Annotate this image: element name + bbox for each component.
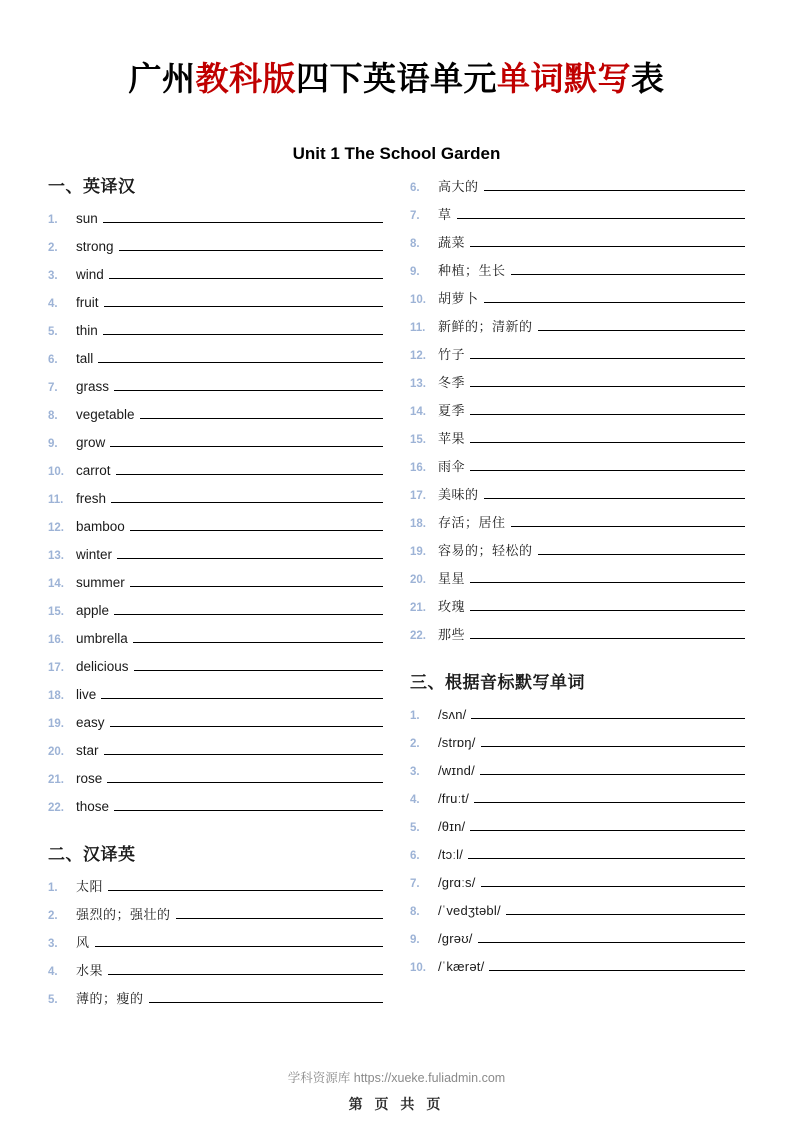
cn-to-en-row — [410, 512, 745, 540]
cn-to-en-number: 4. — [48, 966, 58, 979]
en-to-cn-body — [76, 600, 383, 618]
section-heading-cn-to-en: 二、汉译英 — [48, 845, 136, 865]
cn-to-en-number: 11. — [410, 322, 426, 334]
en-to-cn-prompt: sun — [76, 211, 98, 227]
ipa-dictation-answer-blank[interactable] — [471, 704, 745, 719]
ipa-dictation-body — [438, 900, 745, 918]
en-to-cn-prompt: vegetable — [76, 407, 135, 423]
en-to-cn-prompt: carrot — [76, 463, 111, 479]
ipa-dictation-row — [410, 872, 745, 900]
en-to-cn-row — [48, 656, 383, 684]
cn-to-en-number: 2. — [48, 910, 58, 923]
cn-to-en-answer-blank[interactable] — [108, 876, 383, 891]
cn-to-en-list-part1 — [48, 876, 383, 1016]
footer-page-number: 第 页 共 页 — [348, 1096, 445, 1112]
cn-to-en-row — [48, 960, 383, 988]
en-to-cn-body — [76, 208, 383, 226]
cn-to-en-answer-blank[interactable] — [470, 400, 745, 415]
en-to-cn-answer-blank[interactable] — [114, 376, 383, 391]
en-to-cn-prompt: fresh — [76, 491, 107, 507]
ipa-dictation-list — [410, 704, 745, 984]
cn-to-en-body — [438, 624, 745, 643]
en-to-cn-body — [76, 404, 383, 422]
cn-to-en-body — [438, 372, 745, 391]
cn-to-en-prompt: 水果 — [76, 963, 104, 979]
cn-to-en-body — [438, 232, 745, 251]
en-to-cn-row — [48, 404, 383, 432]
en-to-cn-number: 16. — [48, 634, 64, 647]
en-to-cn-prompt: live — [76, 687, 97, 703]
cn-to-en-row — [410, 316, 745, 344]
en-to-cn-row — [48, 572, 383, 600]
en-to-cn-row — [48, 460, 383, 488]
cn-to-en-number: 12. — [410, 350, 426, 362]
en-to-cn-row — [48, 488, 383, 516]
en-to-cn-prompt: fruit — [76, 295, 99, 311]
ipa-dictation-body — [438, 760, 745, 778]
cn-to-en-answer-blank[interactable] — [538, 540, 745, 555]
ipa-dictation-number: 3. — [410, 766, 420, 779]
en-to-cn-row — [48, 544, 383, 572]
en-to-cn-row — [48, 292, 383, 320]
ipa-dictation-body — [438, 844, 745, 862]
ipa-dictation-row — [410, 844, 745, 872]
cn-to-en-prompt: 太阳 — [76, 879, 104, 895]
cn-to-en-number: 20. — [410, 574, 426, 586]
ipa-dictation-row — [410, 788, 745, 816]
cn-to-en-number: 7. — [410, 210, 420, 222]
en-to-cn-prompt: those — [76, 799, 110, 815]
en-to-cn-row — [48, 712, 383, 740]
ipa-dictation-number: 5. — [410, 822, 420, 835]
cn-to-en-row — [410, 484, 745, 512]
cn-to-en-row — [410, 232, 745, 260]
cn-to-en-body — [438, 344, 745, 363]
cn-to-en-prompt: 雨伞 — [438, 459, 466, 474]
en-to-cn-body — [76, 656, 383, 674]
en-to-cn-answer-blank[interactable] — [104, 740, 383, 755]
ipa-dictation-prompt: /strɒŋ/ — [438, 735, 476, 751]
en-to-cn-prompt: strong — [76, 239, 114, 255]
cn-to-en-body — [76, 932, 383, 951]
cn-to-en-prompt: 新鲜的；清新的 — [438, 319, 533, 334]
cn-to-en-prompt: 高大的 — [438, 179, 479, 194]
en-to-cn-body — [76, 740, 383, 758]
ipa-dictation-row — [410, 928, 745, 956]
cn-to-en-answer-blank[interactable] — [484, 484, 745, 499]
en-to-cn-answer-blank[interactable] — [98, 348, 383, 363]
en-to-cn-number: 7. — [48, 382, 58, 395]
cn-to-en-body — [76, 904, 383, 923]
cn-to-en-row — [48, 904, 383, 932]
en-to-cn-body — [76, 460, 383, 478]
en-to-cn-answer-blank[interactable] — [103, 320, 383, 335]
ipa-dictation-number: 1. — [410, 710, 420, 723]
en-to-cn-answer-blank[interactable] — [101, 684, 383, 699]
cn-to-en-row — [410, 456, 745, 484]
ipa-dictation-row — [410, 900, 745, 928]
cn-to-en-row — [410, 176, 745, 204]
cn-to-en-answer-blank[interactable] — [484, 288, 745, 303]
cn-to-en-body — [438, 484, 745, 503]
ipa-dictation-prompt: /ˈkærət/ — [438, 959, 485, 975]
cn-to-en-row — [410, 428, 745, 456]
en-to-cn-answer-blank[interactable] — [104, 292, 383, 307]
en-to-cn-row — [48, 768, 383, 796]
ipa-dictation-answer-blank[interactable] — [489, 956, 745, 971]
ipa-dictation-body — [438, 788, 745, 806]
cn-to-en-prompt: 玫瑰 — [438, 599, 466, 614]
cn-to-en-number: 18. — [410, 518, 426, 530]
cn-to-en-row — [410, 344, 745, 372]
cn-to-en-row — [410, 204, 745, 232]
cn-to-en-answer-blank[interactable] — [95, 932, 383, 947]
en-to-cn-number: 19. — [48, 718, 64, 731]
cn-to-en-row — [410, 596, 745, 624]
en-to-cn-body — [76, 572, 383, 590]
en-to-cn-body — [76, 712, 383, 730]
ipa-dictation-body — [438, 704, 745, 722]
en-to-cn-number: 14. — [48, 578, 64, 591]
cn-to-en-prompt: 星星 — [438, 571, 466, 586]
cn-to-en-prompt: 冬季 — [438, 375, 466, 390]
cn-to-en-body — [438, 428, 745, 447]
right-column — [410, 176, 745, 984]
cn-to-en-row — [410, 260, 745, 288]
cn-to-en-row — [410, 400, 745, 428]
en-to-cn-row — [48, 432, 383, 460]
cn-to-en-list-part2 — [410, 176, 745, 652]
cn-to-en-body — [438, 540, 745, 559]
cn-to-en-prompt: 强烈的；强壮的 — [76, 907, 171, 923]
ipa-dictation-prompt: /grəʊ/ — [438, 931, 473, 947]
cn-to-en-number: 19. — [410, 546, 426, 558]
ipa-dictation-number: 2. — [410, 738, 420, 751]
ipa-dictation-body — [438, 956, 745, 974]
ipa-dictation-number: 7. — [410, 878, 420, 891]
ipa-dictation-body — [438, 872, 745, 890]
en-to-cn-answer-blank[interactable] — [133, 628, 383, 643]
cn-to-en-prompt: 蔬菜 — [438, 235, 466, 250]
en-to-cn-answer-blank[interactable] — [119, 236, 383, 251]
ipa-dictation-prompt: /sʌn/ — [438, 707, 467, 723]
cn-to-en-body — [438, 204, 745, 223]
title-part-5: 表 — [631, 60, 665, 97]
cn-to-en-number: 10. — [410, 294, 426, 306]
en-to-cn-answer-blank[interactable] — [103, 208, 383, 223]
left-column — [48, 176, 383, 1016]
en-to-cn-prompt: summer — [76, 575, 125, 591]
cn-to-en-answer-blank[interactable] — [470, 456, 745, 471]
en-to-cn-body — [76, 348, 383, 366]
en-to-cn-prompt: umbrella — [76, 631, 128, 647]
ipa-dictation-prompt: /tɔːl/ — [438, 847, 464, 863]
en-to-cn-row — [48, 348, 383, 376]
title-part-1: 广州 — [128, 60, 196, 97]
title-part-4-red: 单词默写 — [497, 60, 631, 97]
en-to-cn-row — [48, 376, 383, 404]
cn-to-en-prompt: 美味的 — [438, 487, 479, 502]
cn-to-en-row — [48, 932, 383, 960]
en-to-cn-answer-blank[interactable] — [114, 600, 383, 615]
cn-to-en-answer-blank[interactable] — [470, 568, 745, 583]
cn-to-en-prompt: 夏季 — [438, 403, 466, 418]
cn-to-en-prompt: 风 — [76, 935, 90, 951]
footer-site-watermark: 学科资源库 https://xueke.fuliadmin.com — [287, 1071, 506, 1085]
ipa-dictation-answer-blank[interactable] — [474, 788, 745, 803]
cn-to-en-answer-blank[interactable] — [484, 176, 745, 191]
cn-to-en-prompt: 竹子 — [438, 347, 466, 362]
cn-to-en-body — [76, 960, 383, 979]
ipa-dictation-row — [410, 956, 745, 984]
en-to-cn-row — [48, 236, 383, 264]
en-to-cn-row — [48, 208, 383, 236]
en-to-cn-prompt: bamboo — [76, 519, 125, 535]
en-to-cn-number: 3. — [48, 270, 58, 283]
en-to-cn-number: 1. — [48, 214, 58, 227]
ipa-dictation-row — [410, 704, 745, 732]
cn-to-en-number: 21. — [410, 602, 426, 614]
ipa-dictation-answer-blank[interactable] — [470, 816, 745, 831]
ipa-dictation-row — [410, 760, 745, 788]
cn-to-en-prompt: 容易的；轻松的 — [438, 543, 533, 558]
en-to-cn-row — [48, 684, 383, 712]
en-to-cn-number: 6. — [48, 354, 58, 367]
ipa-dictation-answer-blank[interactable] — [506, 900, 745, 915]
ipa-dictation-answer-blank[interactable] — [480, 760, 745, 775]
ipa-dictation-row — [410, 732, 745, 760]
cn-to-en-body — [438, 260, 745, 279]
en-to-cn-answer-blank[interactable] — [130, 516, 383, 531]
cn-to-en-row — [410, 288, 745, 316]
en-to-cn-number: 5. — [48, 326, 58, 339]
en-to-cn-row — [48, 740, 383, 768]
en-to-cn-body — [76, 292, 383, 310]
en-to-cn-answer-blank[interactable] — [110, 432, 383, 447]
en-to-cn-number: 4. — [48, 298, 58, 311]
ipa-dictation-number: 9. — [410, 934, 420, 947]
en-to-cn-prompt: winter — [76, 547, 113, 563]
cn-to-en-answer-blank[interactable] — [108, 960, 383, 975]
en-to-cn-body — [76, 628, 383, 646]
cn-to-en-number: 1. — [48, 882, 58, 895]
title-part-2-red: 教科版 — [195, 60, 296, 97]
cn-to-en-row — [48, 876, 383, 904]
cn-to-en-body — [438, 456, 745, 475]
en-to-cn-answer-blank[interactable] — [111, 488, 383, 503]
en-to-cn-number: 18. — [48, 690, 64, 703]
en-to-cn-answer-blank[interactable] — [117, 544, 383, 559]
en-to-cn-number: 10. — [48, 466, 64, 479]
ipa-dictation-answer-blank[interactable] — [468, 844, 745, 859]
en-to-cn-body — [76, 320, 383, 338]
en-to-cn-body — [76, 684, 383, 702]
en-to-cn-body — [76, 432, 383, 450]
cn-to-en-number: 17. — [410, 490, 426, 502]
cn-to-en-row — [410, 568, 745, 596]
ipa-dictation-answer-blank[interactable] — [481, 872, 745, 887]
cn-to-en-body — [438, 316, 745, 335]
section-heading-ipa: 三、根据音标默写单词 — [410, 673, 585, 692]
ipa-dictation-body — [438, 732, 745, 750]
en-to-cn-prompt: wind — [76, 267, 104, 283]
en-to-cn-list — [48, 208, 383, 824]
en-to-cn-prompt: thin — [76, 323, 98, 339]
en-to-cn-prompt: grow — [76, 435, 106, 451]
cn-to-en-row — [410, 540, 745, 568]
en-to-cn-number: 21. — [48, 774, 64, 787]
en-to-cn-number: 2. — [48, 242, 58, 255]
cn-to-en-answer-blank[interactable] — [470, 344, 745, 359]
cn-to-en-answer-blank[interactable] — [470, 624, 745, 639]
cn-to-en-number: 3. — [48, 938, 58, 951]
en-to-cn-prompt: easy — [76, 715, 105, 731]
en-to-cn-number: 9. — [48, 438, 58, 451]
en-to-cn-number: 13. — [48, 550, 64, 563]
cn-to-en-number: 6. — [410, 182, 420, 194]
cn-to-en-answer-blank[interactable] — [457, 204, 745, 219]
cn-to-en-number: 22. — [410, 630, 426, 642]
cn-to-en-row — [410, 372, 745, 400]
en-to-cn-row — [48, 516, 383, 544]
en-to-cn-body — [76, 516, 383, 534]
cn-to-en-body — [438, 176, 745, 195]
cn-to-en-answer-blank[interactable] — [538, 316, 745, 331]
unit-subtitle: Unit 1 The School Garden — [292, 144, 501, 163]
en-to-cn-number: 22. — [48, 802, 64, 815]
cn-to-en-number: 9. — [410, 266, 420, 278]
ipa-dictation-body — [438, 928, 745, 946]
page-title — [0, 60, 793, 98]
cn-to-en-body — [76, 876, 383, 895]
cn-to-en-prompt: 存活；居住 — [438, 515, 506, 530]
en-to-cn-answer-blank[interactable] — [109, 264, 383, 279]
en-to-cn-row — [48, 600, 383, 628]
cn-to-en-prompt: 草 — [438, 207, 452, 222]
en-to-cn-body — [76, 376, 383, 394]
en-to-cn-prompt: grass — [76, 379, 110, 395]
section-heading-en-to-cn: 一、英译汉 — [48, 177, 136, 196]
cn-to-en-number: 8. — [410, 238, 420, 250]
cn-to-en-number: 15. — [410, 434, 426, 446]
cn-to-en-body — [76, 988, 383, 1007]
cn-to-en-prompt: 种植；生长 — [438, 263, 506, 278]
en-to-cn-answer-blank[interactable] — [110, 712, 383, 727]
en-to-cn-number: 20. — [48, 746, 64, 759]
cn-to-en-body — [438, 512, 745, 531]
en-to-cn-row — [48, 628, 383, 656]
ipa-dictation-body — [438, 816, 745, 834]
ipa-dictation-number: 4. — [410, 794, 420, 807]
cn-to-en-answer-blank[interactable] — [470, 596, 745, 611]
cn-to-en-body — [438, 400, 745, 419]
en-to-cn-row — [48, 264, 383, 292]
cn-to-en-answer-blank[interactable] — [470, 232, 745, 247]
cn-to-en-answer-blank[interactable] — [470, 372, 745, 387]
title-part-3: 四下英语单元 — [296, 60, 497, 97]
en-to-cn-number: 15. — [48, 606, 64, 619]
cn-to-en-answer-blank[interactable] — [176, 904, 383, 919]
cn-to-en-number: 13. — [410, 378, 426, 390]
en-to-cn-answer-blank[interactable] — [114, 796, 383, 811]
cn-to-en-body — [438, 288, 745, 307]
ipa-dictation-prompt: /grɑːs/ — [438, 875, 476, 891]
cn-to-en-number: 16. — [410, 462, 426, 474]
en-to-cn-number: 17. — [48, 662, 64, 675]
en-to-cn-answer-blank[interactable] — [134, 656, 383, 671]
en-to-cn-body — [76, 488, 383, 506]
en-to-cn-answer-blank[interactable] — [107, 768, 383, 783]
en-to-cn-prompt: apple — [76, 603, 110, 619]
cn-to-en-number: 5. — [48, 994, 58, 1007]
cn-to-en-prompt: 那些 — [438, 627, 466, 642]
ipa-dictation-number: 8. — [410, 906, 420, 919]
cn-to-en-prompt: 胡萝卜 — [438, 291, 479, 306]
cn-to-en-prompt: 苹果 — [438, 431, 466, 446]
en-to-cn-body — [76, 236, 383, 254]
ipa-dictation-number: 10. — [410, 962, 426, 975]
ipa-dictation-prompt: /θɪn/ — [438, 819, 466, 835]
cn-to-en-prompt: 薄的；瘦的 — [76, 991, 144, 1007]
en-to-cn-answer-blank[interactable] — [140, 404, 383, 419]
cn-to-en-answer-blank[interactable] — [511, 260, 745, 275]
en-to-cn-answer-blank[interactable] — [116, 460, 383, 475]
ipa-dictation-row — [410, 816, 745, 844]
ipa-dictation-number: 6. — [410, 850, 420, 863]
ipa-dictation-prompt: /wɪnd/ — [438, 763, 475, 779]
en-to-cn-body — [76, 264, 383, 282]
en-to-cn-row — [48, 796, 383, 824]
cn-to-en-body — [438, 568, 745, 587]
cn-to-en-answer-blank[interactable] — [511, 512, 745, 527]
en-to-cn-body — [76, 544, 383, 562]
en-to-cn-prompt: delicious — [76, 659, 129, 675]
en-to-cn-body — [76, 768, 383, 786]
cn-to-en-row — [410, 624, 745, 652]
en-to-cn-prompt: rose — [76, 771, 103, 787]
en-to-cn-number: 12. — [48, 522, 64, 535]
en-to-cn-body — [76, 796, 383, 814]
cn-to-en-number: 14. — [410, 406, 426, 418]
ipa-dictation-answer-blank[interactable] — [481, 732, 745, 747]
en-to-cn-row — [48, 320, 383, 348]
en-to-cn-answer-blank[interactable] — [130, 572, 383, 587]
ipa-dictation-answer-blank[interactable] — [478, 928, 745, 943]
cn-to-en-body — [438, 596, 745, 615]
en-to-cn-prompt: tall — [76, 351, 94, 367]
en-to-cn-number: 8. — [48, 410, 58, 423]
ipa-dictation-prompt: /ˈvedʒtəbl/ — [438, 903, 501, 919]
en-to-cn-number: 11. — [48, 494, 64, 507]
cn-to-en-row — [48, 988, 383, 1016]
en-to-cn-prompt: star — [76, 743, 99, 759]
cn-to-en-answer-blank[interactable] — [470, 428, 745, 443]
cn-to-en-answer-blank[interactable] — [149, 988, 383, 1003]
ipa-dictation-prompt: /fruːt/ — [438, 791, 470, 807]
